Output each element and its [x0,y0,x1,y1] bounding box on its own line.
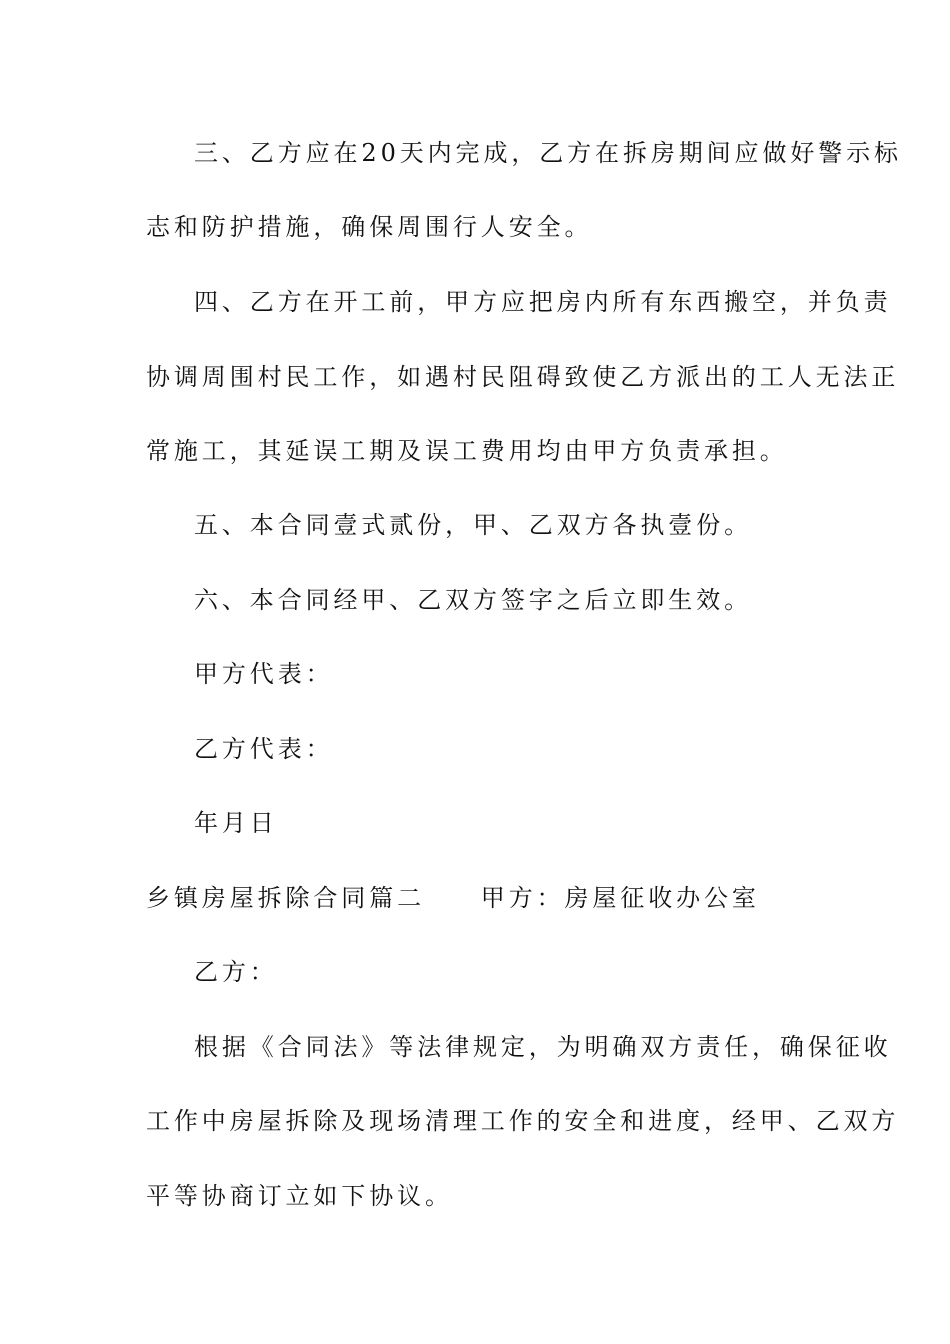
clause-4-line-3: 常施工，其延误工期及误工费用均由甲方负责承担。 [146,437,788,465]
date-line: 年月日 [194,809,278,837]
clause-4-line-2: 协调周围村民工作，如遇村民阻碍致使乙方派出的工人无法正 [146,363,900,391]
section-heading: 乡镇房屋拆除合同篇二 甲方：房屋征收办公室 [146,884,760,912]
clause-6-line: 六、本合同经甲、乙双方签字之后立即生效。 [194,586,752,614]
intro-line-3: 平等协商订立如下协议。 [146,1182,453,1210]
party-b-line: 乙方： [194,958,278,986]
clause-4-line-1: 四、乙方在开工前，甲方应把房内所有东西搬空，并负责 [194,288,892,316]
party-a-representative: 甲方代表： [194,660,334,688]
intro-line-2: 工作中房屋拆除及现场清理工作的安全和进度，经甲、乙双方 [146,1107,900,1135]
party-b-representative: 乙方代表： [194,735,334,763]
clause-3-line-1: 三、乙方应在20天内完成，乙方在拆房期间应做好警示标 [194,139,902,167]
intro-line-1: 根据《合同法》等法律规定，为明确双方责任，确保征收 [194,1033,892,1061]
clause-5-line: 五、本合同壹式贰份，甲、乙双方各执壹份。 [194,511,752,539]
clause-3-line-2: 志和防护措施，确保周围行人安全。 [146,213,593,241]
